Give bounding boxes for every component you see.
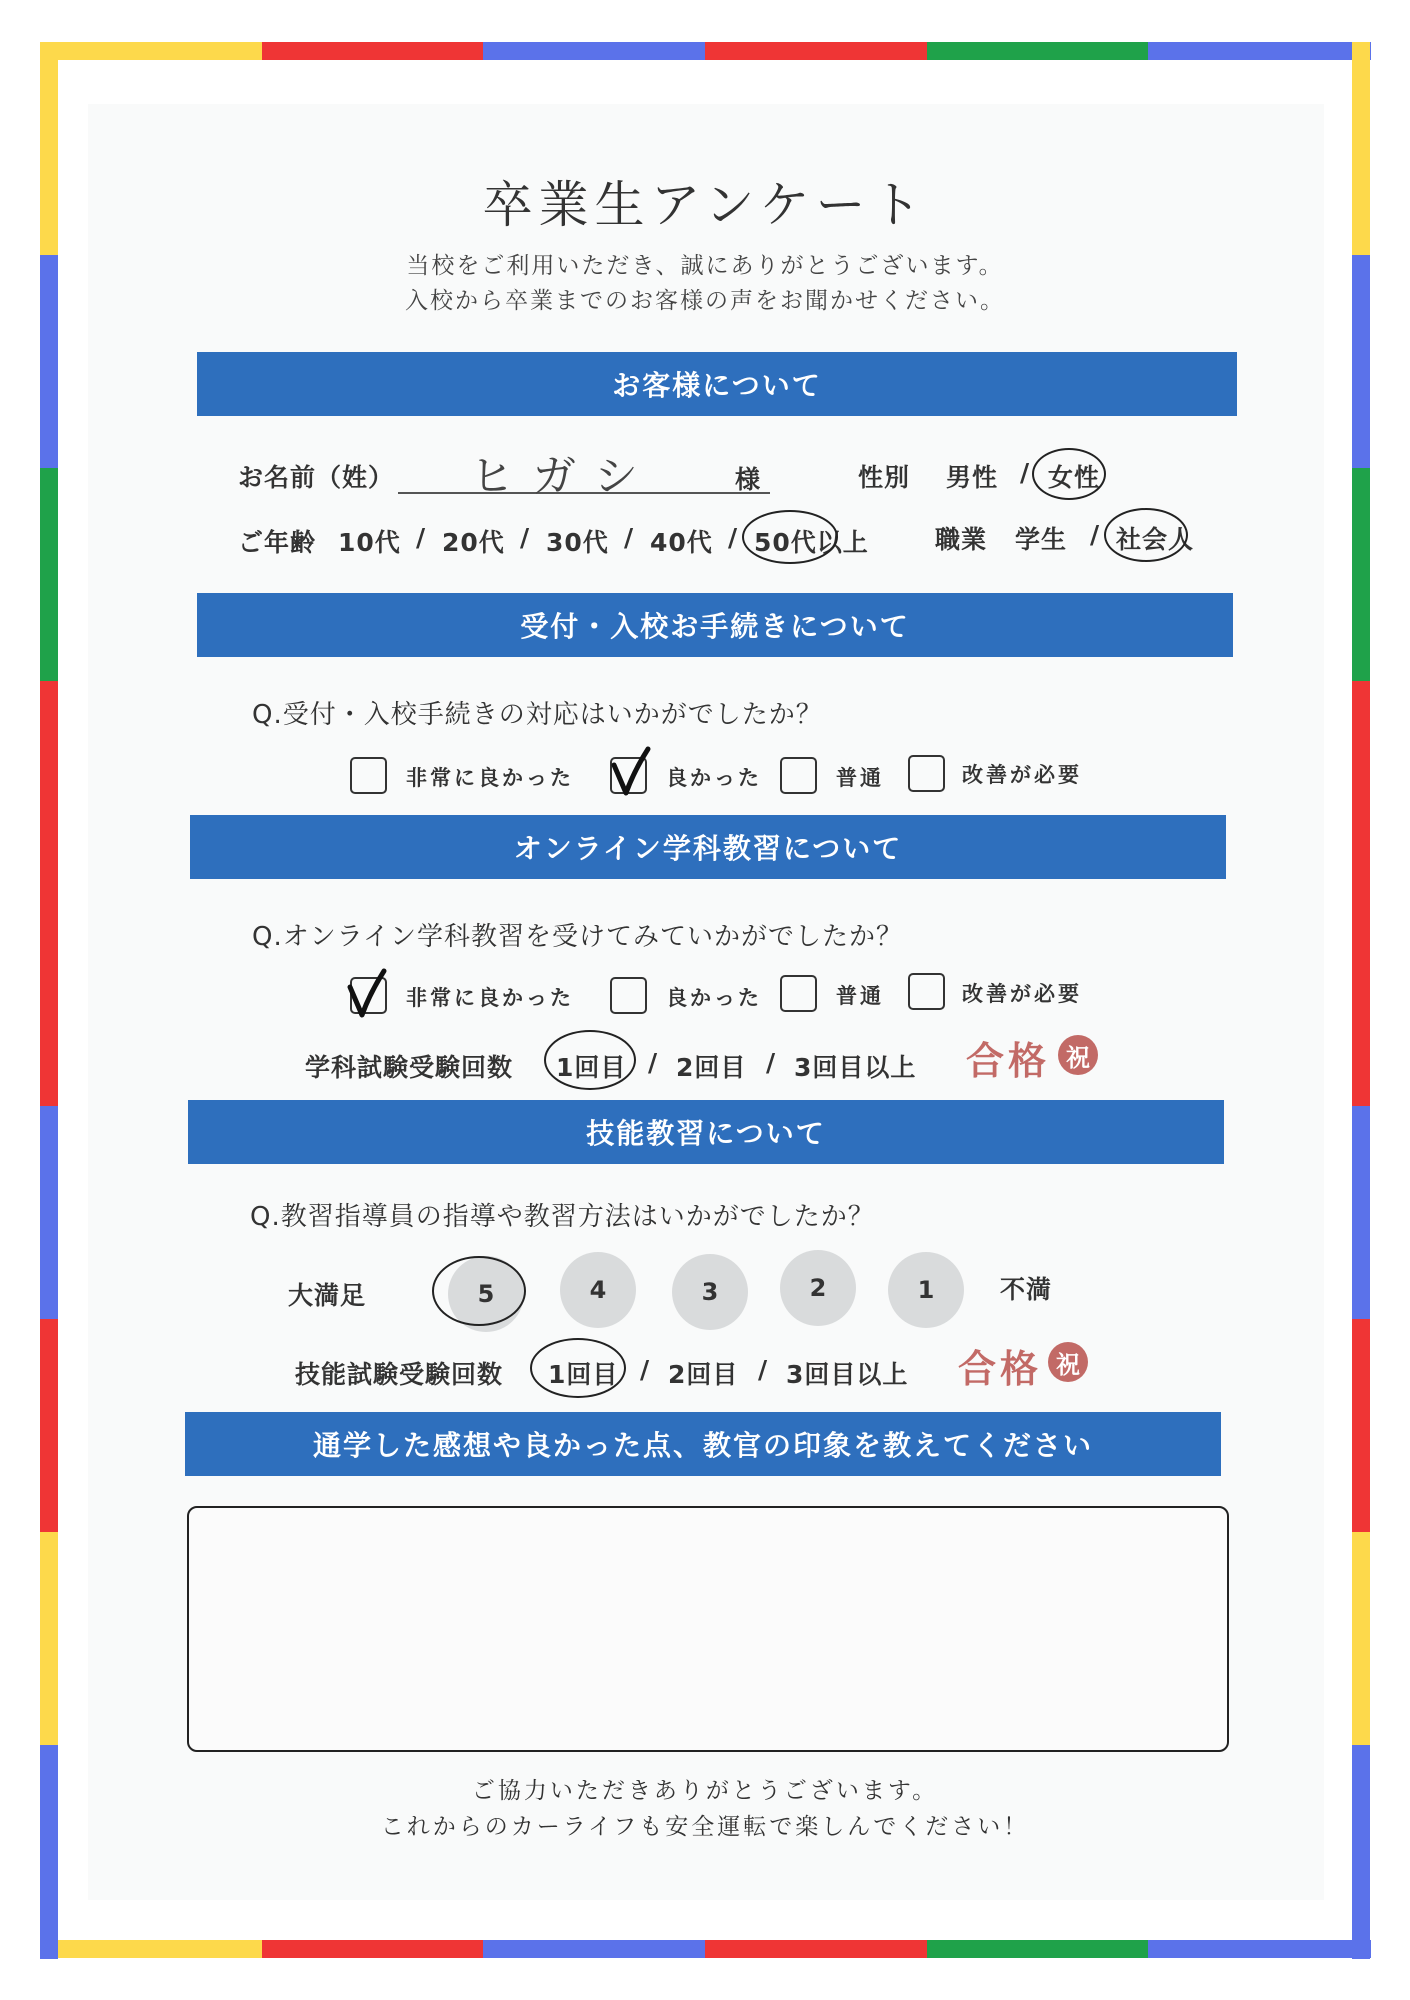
honorific: 様 — [735, 465, 762, 494]
frame-segment — [40, 1532, 58, 1746]
separator: / — [648, 1048, 659, 1077]
gender-selection-circle — [1032, 448, 1106, 500]
frame-segment — [40, 42, 263, 60]
online-question: Q.オンライン学科教習を受けてみていかがでしたか？ — [252, 922, 903, 952]
written-pass-stamp: 合格 — [966, 1039, 1051, 1083]
skill-exam-label: 技能試験受験回数 — [295, 1360, 504, 1389]
online-option-very-good: 非常に良かった — [406, 986, 574, 1010]
written-exam-option-2nd[interactable]: 2回目 — [676, 1053, 747, 1082]
separator: / — [520, 523, 531, 552]
section-header-skill: 技能教習について — [188, 1100, 1224, 1164]
separator: / — [758, 1355, 769, 1384]
frame-segment — [483, 1940, 706, 1958]
reception-checkbox-needs-improvement[interactable] — [908, 755, 945, 792]
frame-segment — [40, 468, 58, 682]
gender-option-female[interactable]: 女性 — [1048, 463, 1101, 492]
age-option-30s[interactable]: 30代 — [546, 528, 609, 557]
frame-segment — [483, 42, 706, 60]
name-label: お名前（姓） — [238, 463, 395, 492]
online-checkbox-very-good[interactable] — [350, 977, 387, 1014]
celebration-badge: 祝 — [1058, 1035, 1098, 1075]
rating-selection-circle — [432, 1256, 526, 1326]
celebration-badge: 祝 — [1048, 1342, 1088, 1382]
job-option-worker[interactable]: 社会人 — [1116, 525, 1195, 554]
age-option-40s[interactable]: 40代 — [650, 528, 713, 557]
skill-exam-option-2nd[interactable]: 2回目 — [668, 1360, 739, 1389]
closing-line-2: これからのカーライフも安全運転で楽しんでください！ — [380, 1814, 1030, 1840]
rating-5[interactable]: 5 — [448, 1256, 524, 1332]
frame-segment — [1352, 1532, 1370, 1746]
frame-segment — [1148, 1940, 1371, 1958]
job-label: 職業 — [935, 525, 988, 554]
online-checkbox-normal[interactable] — [780, 975, 817, 1012]
frame-segment — [40, 681, 58, 895]
frame-segment — [40, 894, 58, 1108]
frame-segment — [262, 42, 485, 60]
separator: / — [728, 523, 739, 552]
online-checkbox-good[interactable] — [610, 977, 647, 1014]
age-option-10s[interactable]: 10代 — [338, 528, 401, 557]
separator: / — [416, 523, 427, 552]
job-option-student[interactable]: 学生 — [1015, 525, 1068, 554]
reception-question: Q.受付・入校手続きの対応はいかがでしたか？ — [252, 700, 823, 730]
reception-option-very-good: 非常に良かった — [406, 766, 574, 790]
scale-low-label: 不満 — [1000, 1275, 1053, 1304]
reception-option-normal: 普通 — [836, 766, 884, 790]
frame-segment — [1352, 1319, 1370, 1533]
separator: / — [640, 1355, 651, 1384]
rating-2[interactable]: 2 — [780, 1250, 856, 1326]
online-option-normal: 普通 — [836, 984, 884, 1008]
page-title: 卒業生アンケート — [482, 176, 928, 234]
written-exam-selection-circle — [544, 1030, 636, 1090]
frame-segment — [705, 1940, 928, 1958]
age-label: ご年齢 — [238, 528, 317, 557]
closing-line-1: ご協力いただきありがとうございます。 — [471, 1778, 939, 1804]
reception-checkbox-normal[interactable] — [780, 757, 817, 794]
written-exam-option-1st[interactable]: 1回目 — [556, 1053, 627, 1082]
gender-label: 性別 — [858, 463, 911, 492]
online-option-good: 良かった — [666, 986, 762, 1010]
section-header-reception: 受付・入校お手続きについて — [197, 593, 1233, 657]
rating-4[interactable]: 4 — [560, 1252, 636, 1328]
reception-option-good: 良かった — [666, 766, 762, 790]
feedback-textarea[interactable] — [187, 1506, 1229, 1752]
separator: / — [624, 523, 635, 552]
check-mark-icon — [608, 745, 656, 797]
frame-segment — [262, 1940, 485, 1958]
written-exam-option-3rd-plus[interactable]: 3回目以上 — [794, 1053, 917, 1082]
scale-high-label: 大満足 — [288, 1281, 367, 1310]
frame-segment — [1352, 1106, 1370, 1320]
separator: / — [1020, 458, 1031, 487]
rating-1[interactable]: 1 — [888, 1252, 964, 1328]
frame-segment — [705, 42, 928, 60]
online-checkbox-needs-improvement[interactable] — [908, 973, 945, 1010]
section-header-feedback: 通学した感想や良かった点、教官の印象を教えてください — [185, 1412, 1221, 1476]
frame-segment — [40, 1940, 263, 1958]
frame-segment — [1352, 681, 1370, 895]
age-selection-circle — [742, 510, 838, 564]
written-exam-label: 学科試験受験回数 — [305, 1053, 514, 1082]
online-option-needs-improvement: 改善が必要 — [962, 982, 1082, 1006]
skill-exam-selection-circle — [530, 1338, 626, 1398]
age-option-50s-plus[interactable]: 50代以上 — [754, 528, 869, 557]
skill-pass-stamp: 合格 — [958, 1347, 1043, 1391]
separator: / — [1090, 520, 1101, 549]
reception-option-needs-improvement: 改善が必要 — [962, 763, 1082, 787]
name-input[interactable]: ヒガシ — [470, 451, 656, 502]
skill-exam-option-3rd-plus[interactable]: 3回目以上 — [786, 1360, 909, 1389]
frame-segment — [1148, 42, 1371, 60]
frame-segment — [40, 1319, 58, 1533]
frame-segment — [1352, 468, 1370, 682]
reception-checkbox-very-good[interactable] — [350, 757, 387, 794]
separator: / — [766, 1048, 777, 1077]
intro-line-2: 入校から卒業までのお客様の声をお聞かせください。 — [405, 288, 1005, 314]
intro-line-1: 当校をご利用いただき、誠にありがとうございます。 — [406, 253, 1004, 279]
frame-segment — [40, 1106, 58, 1320]
section-header-online: オンライン学科教習について — [190, 815, 1226, 879]
job-selection-circle — [1104, 508, 1188, 562]
reception-checkbox-good[interactable] — [610, 757, 647, 794]
gender-option-male[interactable]: 男性 — [946, 463, 999, 492]
check-mark-icon — [344, 967, 392, 1019]
skill-exam-option-1st[interactable]: 1回目 — [548, 1360, 619, 1389]
frame-segment — [927, 1940, 1150, 1958]
age-option-20s[interactable]: 20代 — [442, 528, 505, 557]
frame-segment — [927, 42, 1150, 60]
section-header-customer: お客様について — [197, 352, 1237, 416]
frame-segment — [1352, 894, 1370, 1108]
rating-3[interactable]: 3 — [672, 1254, 748, 1330]
skill-question: Q.教習指導員の指導や教習方法はいかがでしたか？ — [250, 1202, 875, 1232]
